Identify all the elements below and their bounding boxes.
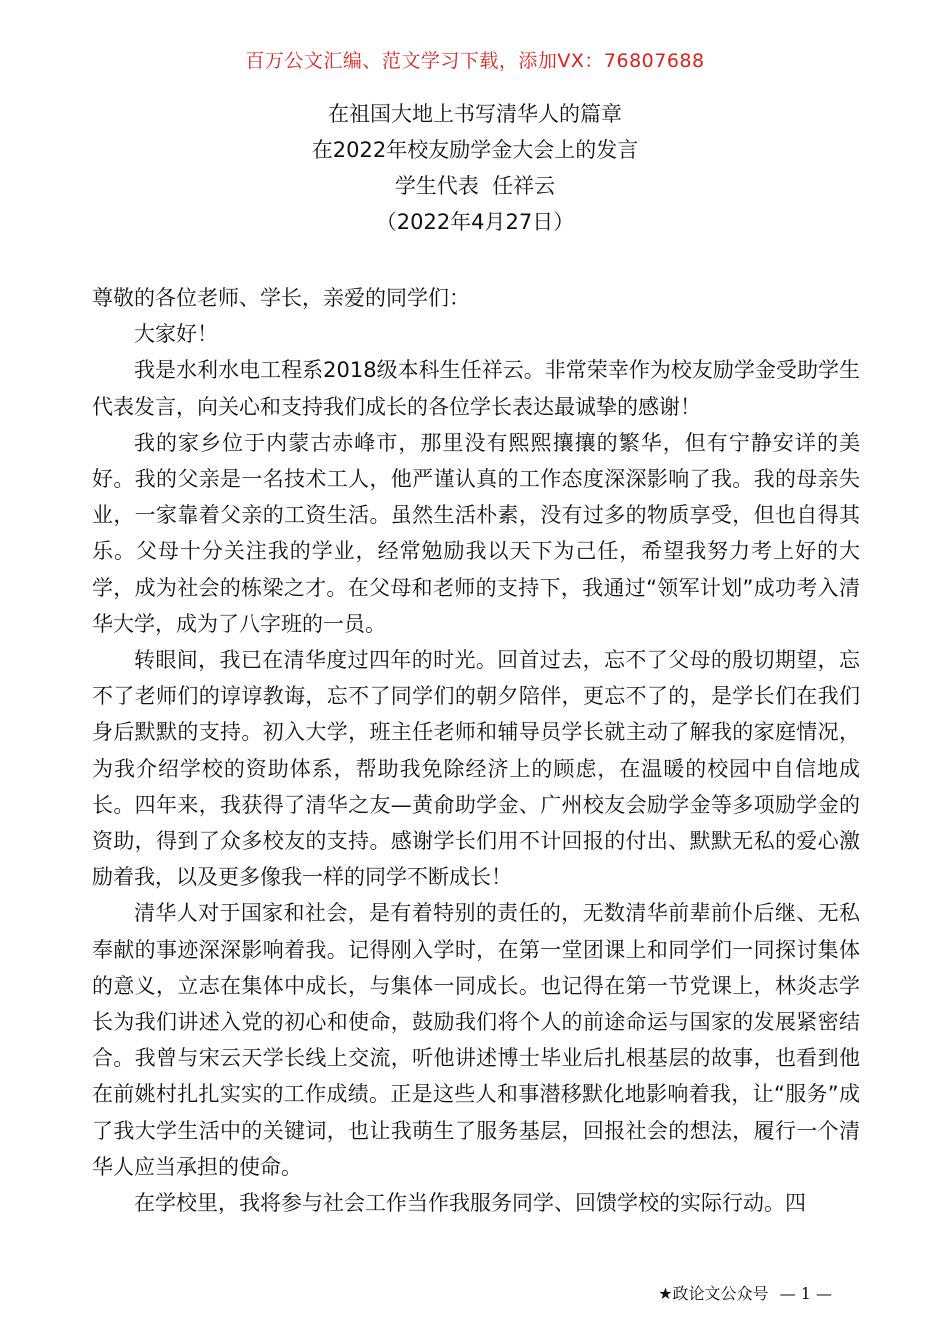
- speech-date: （2022年4月27日）: [375, 210, 575, 234]
- body-paragraph: 在学校里，我将参与社会工作当作我服务同学、回馈学校的实际行动。四: [134, 1191, 806, 1216]
- footer-source: ★政论文公众号: [658, 1284, 769, 1303]
- document-header: [0, 96, 950, 240]
- body-paragraph: 我是水利水电工程系2018级本科生任祥云。非常荣幸作为校友励学金受助学生代表发言，向关心和支持我们成长的各位学长表达最诚挚的感谢！: [92, 358, 860, 419]
- body-paragraph: 清华人对于国家和社会，是有着特别的责任的，无数清华前辈前仆后继、无私奉献的事迹深深影响着我。记得刚入学时，在第一堂团课上和同学们一同探讨集体的意义，立志在集体中成长，与集体一同成长。也记得在第一节党课上，林炎志学长为我们讲述入党的初心和使命，鼓励我们将个人的前途命运与国家的发展紧密结合。我曾与宋云天学长线上交流，听他讲述博士毕业后扎根基层的故事，也看到他在前姚村扎扎实实的工作成绩。正是这些人和事潜移默化地影响着我，让“服务”成了我大学生活中的关键词，也让我萌生了服务基层，回报社会的想法，履行一个清华人应当承担的使命。: [92, 901, 860, 1179]
- page-footer: [658, 1281, 832, 1304]
- document-subtitle: 在2022年校友励学金大会上的发言: [311, 138, 639, 162]
- page-number: — 1 —: [779, 1284, 832, 1303]
- body-paragraph: 我的家乡位于内蒙古赤峰市，那里没有熙熙攘攘的繁华，但有宁静安详的美好。我的父亲是一名技术工人，他严谨认真的工作态度深深影响了我。我的母亲失业，一家靠着父亲的工资生活。虽然生活朴素，没有过多的物质享受，但也自得其乐。父母十分关注我的学业，经常勉励我以天下为己任，希望我努力考上好的大学，成为社会的栋梁之才。在父母和老师的支持下，我通过“领军计划”成功考入清华大学，成为了八字班的一员。: [92, 430, 860, 636]
- document-title: 在祖国大地上书写清华人的篇章: [328, 102, 622, 126]
- promo-banner: 百万公文汇编、范文学习下载，添加VX：76807688: [245, 50, 705, 72]
- body-paragraph: 转眼间，我已在清华度过四年的时光。回首过去，忘不了父母的殷切期望，忘不了老师们的谆谆教诲，忘不了同学们的朝夕陪伴，更忘不了的，是学长们在我们身后默默的支持。初入大学，班主任老师和辅导员学长就主动了解我的家庭情况，为我介绍学校的资助体系，帮助我免除经济上的顾虑，在温暖的校园中自信地成长。四年来，我获得了清华之友—黄俞助学金、广州校友会励学金等多项励学金的资助，得到了众多校友的支持。感谢学长们用不计回报的付出、默默无私的爱心激励着我，以及更多像我一样的同学不断成长！: [92, 648, 860, 890]
- speaker-line: 学生代表 任祥云: [394, 174, 556, 198]
- document-body: [92, 280, 860, 1221]
- salutation: 尊敬的各位老师、学长，亲爱的同学们：: [92, 286, 470, 310]
- body-paragraph: 大家好！: [134, 322, 218, 347]
